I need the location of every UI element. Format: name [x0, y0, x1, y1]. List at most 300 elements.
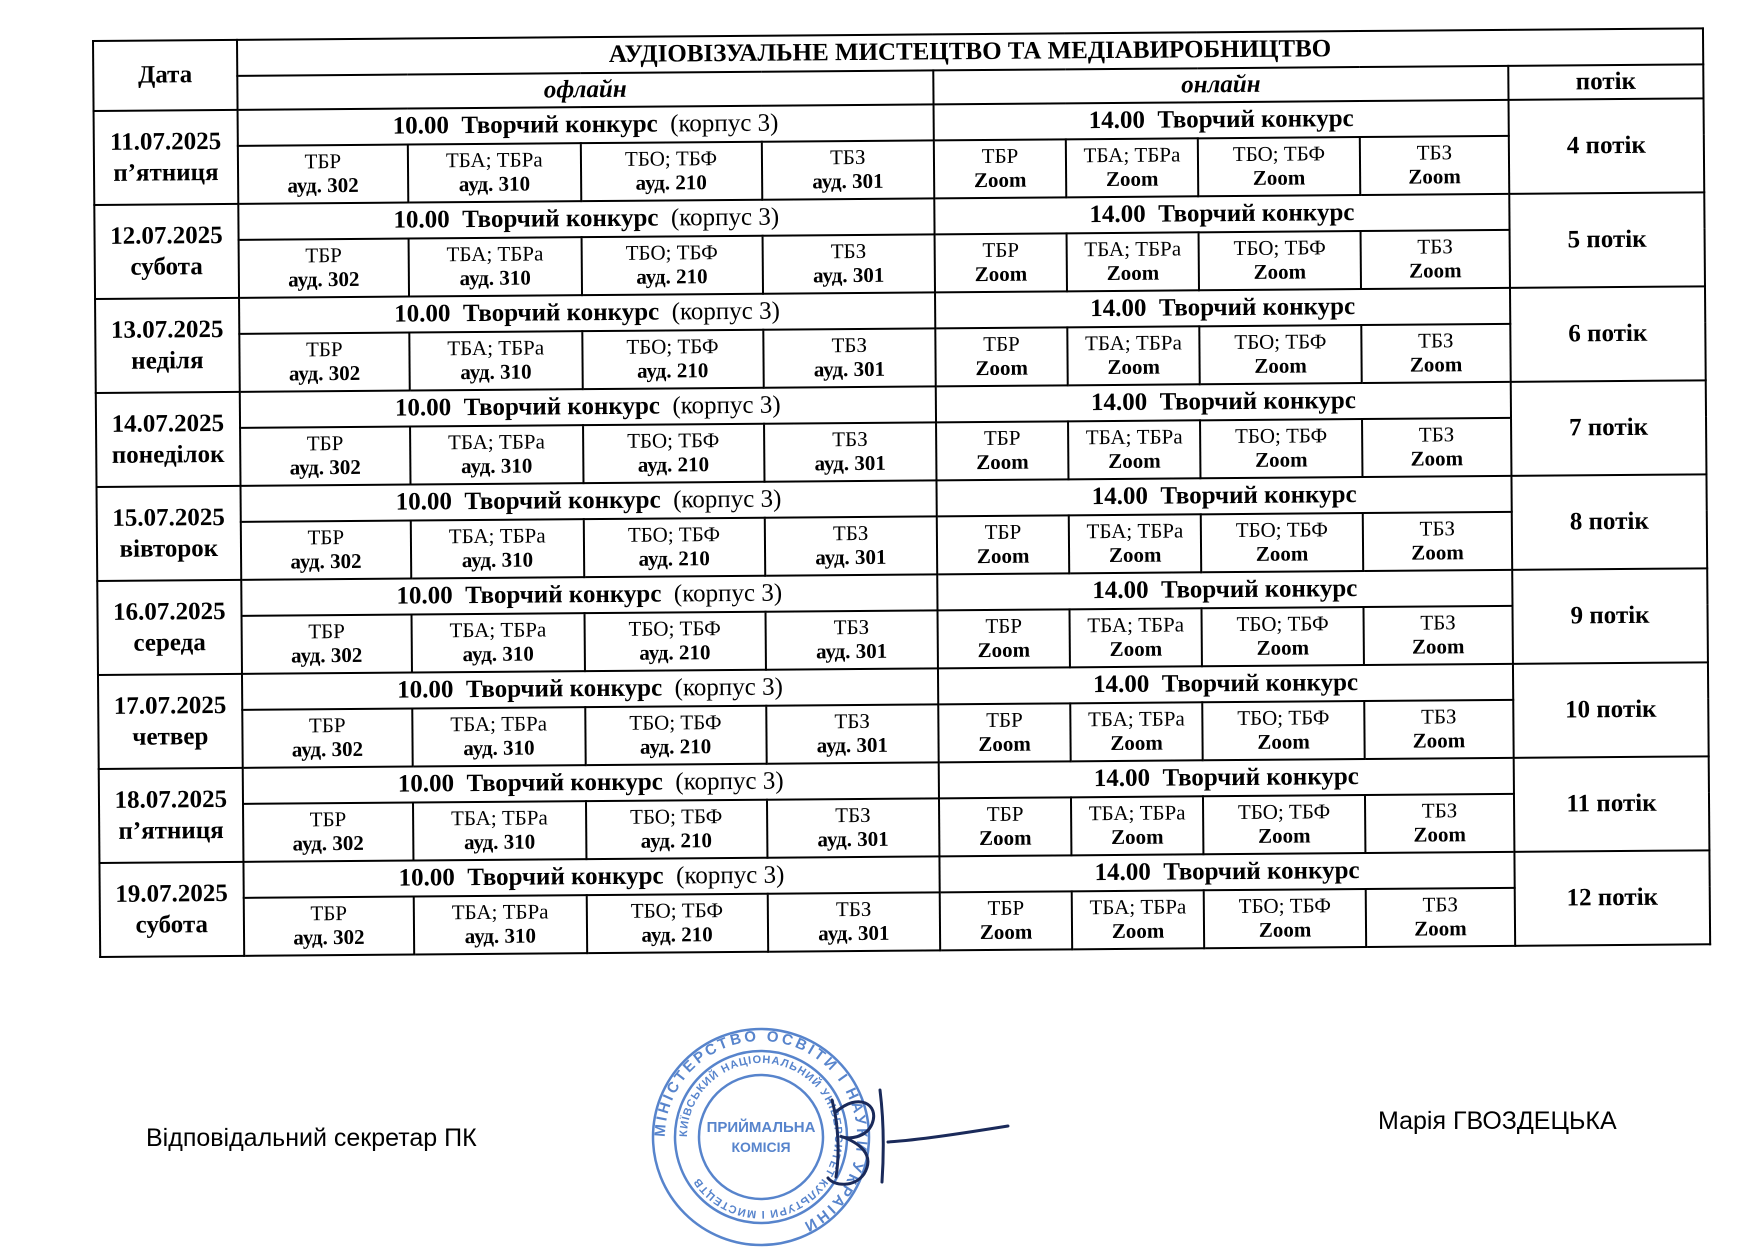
offline-group-cell [580, 142, 761, 201]
group-room: Zoom [1108, 448, 1161, 474]
offline-time: 10.00 [395, 488, 453, 516]
online-group-cell [1199, 231, 1361, 290]
group-room: ауд. 310 [461, 547, 534, 573]
date-cell [99, 862, 243, 957]
online-header: онлайн [933, 66, 1508, 105]
online-session [934, 100, 1509, 141]
group-room: Zoom [1110, 730, 1163, 756]
online-group-cell [1071, 796, 1203, 855]
group-room: Zoom [1410, 446, 1464, 471]
date-value: 16.07.2025 [112, 597, 226, 626]
group-name: ТБЗ [835, 897, 872, 922]
date-cell [96, 392, 240, 487]
footer-position: Відповідальний секретар ПК [146, 1124, 477, 1152]
weekday-value: субота [135, 911, 209, 939]
offline-group-cell [582, 330, 763, 389]
potik-header: потік [1508, 64, 1703, 100]
group-name: ТБР [309, 807, 347, 832]
offline-group-cell [583, 424, 764, 483]
offline-title: Творчий конкурс [461, 110, 658, 140]
group-room: ауд. 210 [640, 828, 713, 853]
group-name: ТБР [986, 802, 1024, 827]
group-room: ауд. 302 [288, 266, 360, 292]
group-room: ауд. 210 [641, 922, 713, 947]
offline-note: (корпус 3) [670, 109, 779, 138]
group-room: ауд. 210 [639, 734, 712, 759]
offline-note: (корпус 3) [673, 579, 783, 608]
offline-group-cell [766, 704, 939, 763]
group-name: ТБА; ТБРа [448, 429, 545, 455]
group-name: ТБЗ [829, 145, 866, 170]
date-cell [97, 580, 241, 675]
group-room: Zoom [1411, 540, 1464, 565]
date-cell [97, 486, 241, 581]
group-room: ауд. 310 [459, 265, 531, 291]
group-name: ТБЗ [1418, 422, 1455, 448]
online-time: 14.00 [1091, 482, 1148, 511]
group-room: ауд. 310 [463, 735, 535, 761]
group-room: Zoom [1412, 728, 1466, 753]
group-name: ТБЗ [833, 615, 870, 640]
offline-group-cell [239, 333, 410, 392]
potik-cell: 12 потік [1514, 850, 1710, 946]
offline-group-cell [764, 422, 937, 481]
group-name: ТБЗ [830, 239, 867, 264]
group-room: ауд. 302 [287, 172, 359, 198]
group-name: ТБО; ТБФ [1237, 705, 1330, 731]
group-name: ТБА; ТБРа [1083, 142, 1181, 168]
offline-note: (корпус 3) [671, 297, 781, 326]
online-time: 14.00 [1093, 670, 1150, 699]
group-name: ТБР [982, 238, 1020, 263]
potik-cell: 6 потік [1510, 286, 1706, 382]
group-room: ауд. 301 [815, 544, 887, 570]
offline-group-cell [409, 331, 582, 390]
online-group-cell [1362, 418, 1512, 477]
group-name: ТБЗ [832, 521, 869, 546]
offline-note: (корпус 3) [674, 673, 783, 702]
group-name: ТБО; ТБФ [628, 616, 721, 642]
online-title: Творчий конкурс [1161, 575, 1358, 604]
offline-group-cell [238, 239, 409, 298]
group-room: ауд. 210 [636, 358, 709, 383]
group-name: ТБА; ТБРа [450, 805, 548, 831]
weekday-value: неділя [131, 347, 204, 375]
group-name: ТБЗ [1419, 516, 1456, 542]
online-session [937, 570, 1512, 611]
group-room: ауд. 301 [812, 262, 885, 288]
date-cell [99, 768, 243, 863]
group-name: ТБЗ [1420, 704, 1457, 730]
group-name: ТБА; ТБРа [1085, 424, 1183, 450]
date-header: Дата [93, 40, 237, 111]
online-group-cell [940, 891, 1072, 950]
group-room: Zoom [976, 543, 1030, 569]
group-room: ауд. 310 [462, 641, 534, 667]
weekday-value: понеділок [111, 440, 225, 469]
online-time: 14.00 [1093, 764, 1151, 793]
offline-group-cell [410, 425, 583, 484]
table-title: АУДІОВІЗУАЛЬНЕ МИСТЕЦТВО ТА МЕДІАВИРОБНИЦТВО [237, 28, 1704, 76]
group-name: ТБЗ [1420, 610, 1456, 636]
online-group-cell [1070, 702, 1202, 761]
offline-group-cell [411, 519, 584, 578]
online-time: 14.00 [1089, 200, 1146, 229]
group-name: ТБО; ТБФ [1237, 799, 1331, 825]
online-title: Творчий конкурс [1160, 481, 1357, 510]
online-group-cell [1069, 514, 1201, 573]
group-name: ТБА; ТБРа [446, 241, 544, 267]
potik-cell: 7 потік [1511, 380, 1707, 476]
online-group-cell [934, 139, 1066, 198]
group-room: Zoom [978, 731, 1031, 757]
online-time: 14.00 [1090, 294, 1147, 323]
date-value: 12.07.2025 [110, 221, 223, 250]
group-name: ТБА; ТБРа [1087, 612, 1185, 638]
stamp-outer-text: МІНІСТЕРСТВО ОСВІТИ І НАУКИ УКРАЇНИ [651, 1027, 871, 1236]
potik-cell: 5 потік [1509, 192, 1705, 288]
offline-group-cell [764, 516, 937, 575]
offline-group-cell [767, 892, 940, 951]
group-name: ТБО; ТБФ [630, 804, 723, 830]
offline-group-cell [243, 896, 414, 955]
date-value: 18.07.2025 [114, 785, 228, 814]
offline-session [238, 198, 935, 239]
online-group-cell [1066, 138, 1198, 197]
group-room: Zoom [1111, 824, 1164, 850]
group-name: ТБА; ТБРа [447, 335, 545, 361]
online-group-cell [1070, 608, 1202, 667]
group-name: ТБР [308, 619, 345, 644]
offline-group-cell [583, 518, 764, 577]
group-name: ТБР [307, 525, 345, 550]
group-room: Zoom [1108, 542, 1162, 568]
online-time: 14.00 [1094, 858, 1151, 887]
group-name: ТБР [984, 520, 1022, 545]
date-value: 11.07.2025 [109, 127, 222, 156]
group-room: Zoom [1252, 165, 1306, 190]
group-name: ТБЗ [834, 709, 870, 734]
offline-group-cell [767, 798, 940, 857]
group-room: Zoom [1408, 164, 1461, 189]
offline-group-cell [240, 427, 411, 486]
group-name: ТБР [304, 149, 342, 174]
offline-group-cell [585, 706, 766, 765]
group-room: Zoom [978, 825, 1032, 851]
group-name: ТБО; ТБФ [627, 428, 720, 454]
group-name: ТБА; ТБРа [1089, 894, 1187, 920]
online-group-cell [935, 327, 1067, 386]
online-group-cell [1067, 326, 1199, 385]
group-name: ТБР [986, 708, 1023, 733]
group-name: ТБА; ТБРа [1088, 800, 1186, 826]
date-cell [94, 204, 238, 299]
group-room: Zoom [1254, 447, 1308, 472]
offline-time: 10.00 [398, 864, 455, 892]
offline-time: 10.00 [392, 112, 450, 140]
online-group-cell [936, 421, 1068, 480]
group-room: Zoom [1111, 918, 1165, 944]
group-room: Zoom [973, 167, 1027, 193]
group-name: ТБР [983, 426, 1021, 451]
group-name: ТБА; ТБРа [1084, 236, 1182, 262]
weekday-value: п’ятниця [113, 159, 219, 187]
group-room: ауд. 302 [290, 548, 362, 574]
group-room: ауд. 301 [818, 920, 890, 946]
group-room: ауд. 302 [289, 454, 361, 480]
group-room: ауд. 301 [815, 638, 888, 664]
offline-session [242, 668, 939, 709]
online-title: Творчий конкурс [1161, 669, 1359, 698]
online-session [938, 664, 1513, 705]
offline-group-cell [765, 610, 938, 669]
offline-note: (корпус 3) [672, 391, 781, 420]
group-room: ауд. 301 [817, 826, 889, 852]
group-room: Zoom [1253, 259, 1307, 284]
group-room: ауд. 310 [460, 359, 532, 385]
group-name: ТБО; ТБФ [630, 898, 724, 924]
group-name: ТБО; ТБФ [624, 146, 718, 172]
group-room: ауд. 310 [458, 171, 531, 197]
offline-session [241, 574, 938, 615]
group-room: Zoom [974, 261, 1028, 287]
group-room: Zoom [1254, 353, 1307, 378]
group-name: ТБР [308, 713, 346, 738]
potik-cell: 9 потік [1512, 568, 1708, 664]
online-group-cell [1365, 794, 1515, 853]
group-name: ТБА; ТБРа [445, 147, 543, 173]
group-room: Zoom [1257, 729, 1310, 754]
group-name: ТБР [985, 614, 1023, 639]
online-session [935, 288, 1510, 329]
group-room: ауд. 302 [291, 642, 363, 668]
online-time: 14.00 [1092, 576, 1149, 605]
group-name: ТБО; ТБФ [1235, 517, 1329, 543]
group-name: ТБЗ [831, 333, 868, 358]
group-name: ТБЗ [835, 803, 871, 828]
group-name: ТБО; ТБФ [1236, 611, 1329, 637]
group-room: Zoom [1414, 916, 1467, 941]
offline-group-cell [412, 707, 585, 766]
signature [818, 1082, 1018, 1202]
offline-title: Творчий конкурс [467, 862, 664, 892]
stamp-inner-text: КИЇВСЬКИЙ НАЦІОНАЛЬНИЙ УНІВЕРСИТЕТ КУЛЬТУРИ І МИСТЕЦТВ [677, 1053, 845, 1221]
offline-session [239, 292, 936, 333]
offline-group-cell [241, 521, 412, 580]
online-group-cell [1360, 230, 1510, 289]
offline-time: 10.00 [394, 394, 452, 422]
group-name: ТБЗ [1422, 892, 1459, 918]
online-group-cell [1201, 513, 1363, 572]
online-title: Творчий конкурс [1158, 293, 1356, 322]
online-group-cell [1067, 232, 1199, 291]
online-group-cell [1068, 420, 1200, 479]
group-name: ТБО; ТБФ [1234, 329, 1327, 355]
group-name: ТБР [306, 431, 344, 456]
online-group-cell [1364, 700, 1514, 759]
group-room: ауд. 210 [638, 546, 710, 571]
offline-title: Творчий конкурс [465, 580, 662, 610]
offline-session [243, 856, 940, 897]
group-room: Zoom [1408, 258, 1462, 283]
group-name: ТБА; ТБРа [1086, 518, 1184, 544]
group-name: ТБА; ТБРа [1085, 330, 1182, 356]
online-group-cell [1203, 795, 1365, 854]
offline-session [240, 480, 937, 521]
offline-session [242, 762, 939, 803]
online-group-cell [1366, 888, 1516, 947]
group-room: ауд. 210 [639, 640, 711, 665]
group-room: ауд. 302 [292, 830, 364, 856]
stamp-center-line2: КОМІСІЯ [731, 1139, 791, 1155]
group-name: ТБА; ТБРа [449, 617, 547, 643]
group-name: ТБР [310, 901, 348, 926]
online-group-cell [1360, 136, 1510, 195]
weekday-value: середа [133, 629, 206, 657]
offline-group-cell [409, 237, 582, 296]
group-name: ТБР [983, 332, 1020, 357]
offline-time: 10.00 [396, 582, 453, 610]
group-name: ТБЗ [832, 427, 868, 452]
date-value: 17.07.2025 [113, 691, 227, 720]
group-room: Zoom [1413, 822, 1467, 847]
offline-group-cell [412, 613, 585, 672]
online-group-cell [938, 703, 1070, 762]
date-value: 15.07.2025 [112, 503, 225, 532]
group-room: Zoom [1107, 354, 1161, 380]
group-room: Zoom [1258, 917, 1312, 942]
date-value: 14.07.2025 [111, 409, 225, 438]
weekday-value: п’ятниця [118, 816, 224, 845]
online-group-cell [1202, 701, 1364, 760]
group-room: Zoom [1109, 636, 1163, 662]
group-name: ТБР [987, 896, 1025, 921]
group-room: Zoom [1411, 634, 1465, 659]
offline-note: (корпус 3) [675, 767, 784, 796]
stamp-center-line1: ПРИЙМАЛЬНА [706, 1119, 816, 1136]
offline-group-cell [242, 709, 413, 768]
offline-group-cell [243, 803, 414, 862]
offline-group-cell [238, 145, 409, 204]
online-session [936, 382, 1511, 423]
online-session [939, 852, 1514, 893]
offline-group-cell [413, 801, 586, 860]
group-name: ТБО; ТБФ [627, 522, 721, 548]
group-room: Zoom [975, 355, 1028, 381]
online-title: Творчий конкурс [1158, 199, 1355, 228]
date-cell [94, 110, 238, 205]
weekday-value: четвер [132, 723, 209, 751]
online-group-cell [1363, 606, 1513, 665]
online-group-cell [1361, 324, 1511, 383]
offline-group-cell [581, 236, 762, 295]
group-room: Zoom [1105, 166, 1159, 192]
group-name: ТБЗ [1417, 234, 1453, 260]
online-title: Творчий конкурс [1162, 763, 1359, 792]
group-name: ТБЗ [1416, 140, 1453, 166]
potik-cell: 10 потік [1513, 662, 1709, 758]
online-group-cell [1204, 889, 1366, 948]
offline-group-cell [763, 328, 936, 387]
group-name: ТБР [305, 243, 342, 268]
group-room: ауд. 210 [635, 170, 707, 195]
schedule-sheet [92, 27, 1711, 958]
offline-title: Творчий конкурс [462, 298, 660, 328]
potik-cell: 11 потік [1514, 756, 1710, 852]
offline-group-cell [586, 800, 767, 859]
potik-cell: 8 потік [1511, 474, 1707, 570]
date-value: 13.07.2025 [110, 315, 224, 344]
group-name: ТБО; ТБФ [1232, 141, 1326, 167]
offline-time: 10.00 [397, 676, 454, 704]
group-name: ТБЗ [1421, 798, 1458, 824]
offline-time: 10.00 [397, 770, 455, 798]
online-time: 14.00 [1088, 106, 1146, 135]
schedule-subrow [100, 886, 1710, 957]
online-title: Творчий конкурс [1163, 857, 1360, 886]
footer-name: Марія ГВОЗДЕЦЬКА [1378, 1107, 1617, 1135]
group-room: ауд. 301 [814, 450, 886, 476]
group-name: ТБА; ТБРа [1087, 706, 1185, 732]
group-name: ТБО; ТБФ [625, 240, 718, 266]
online-group-cell [1202, 607, 1364, 666]
offline-time: 10.00 [394, 300, 451, 328]
group-name: ТБО; ТБФ [1238, 893, 1331, 919]
group-room: Zoom [977, 637, 1031, 663]
online-group-cell [1199, 325, 1361, 384]
group-name: ТБА; ТБРа [451, 899, 549, 925]
group-room: Zoom [1257, 823, 1311, 848]
group-room: ауд. 301 [812, 168, 884, 194]
offline-title: Творчий конкурс [462, 204, 659, 234]
group-room: Zoom [1256, 635, 1310, 660]
online-session [939, 758, 1514, 799]
group-room: ауд. 301 [813, 356, 886, 382]
offline-note: (корпус 3) [673, 485, 782, 514]
group-room: ауд. 310 [460, 453, 533, 479]
offline-group-cell [761, 140, 934, 199]
group-name: ТБР [305, 337, 343, 362]
group-name: ТБА; ТБРа [450, 711, 548, 737]
group-room: Zoom [1409, 352, 1463, 377]
group-room: ауд. 210 [636, 264, 708, 289]
online-time: 14.00 [1090, 388, 1148, 417]
online-group-cell [1198, 137, 1360, 196]
online-session [937, 476, 1512, 517]
online-group-cell [1363, 512, 1513, 571]
date-value: 19.07.2025 [115, 879, 228, 908]
offline-group-cell [762, 234, 935, 293]
offline-session [240, 386, 937, 427]
group-name: ТБО; ТБФ [629, 710, 722, 736]
group-room: Zoom [1106, 260, 1160, 286]
online-group-cell [939, 797, 1071, 856]
online-session [934, 194, 1509, 235]
online-group-cell [938, 609, 1070, 668]
group-room: ауд. 302 [291, 736, 364, 762]
offline-title: Творчий конкурс [463, 392, 660, 422]
offline-group-cell [584, 612, 765, 671]
online-title: Творчий конкурс [1157, 105, 1354, 134]
offline-group-cell [241, 615, 412, 674]
date-cell [95, 298, 239, 393]
offline-session [237, 104, 934, 145]
group-room: ауд. 302 [288, 360, 361, 386]
online-group-cell [1072, 890, 1204, 949]
group-room: Zoom [979, 919, 1033, 945]
offline-note: (корпус 3) [670, 203, 780, 232]
signature-stroke [828, 1090, 1008, 1184]
